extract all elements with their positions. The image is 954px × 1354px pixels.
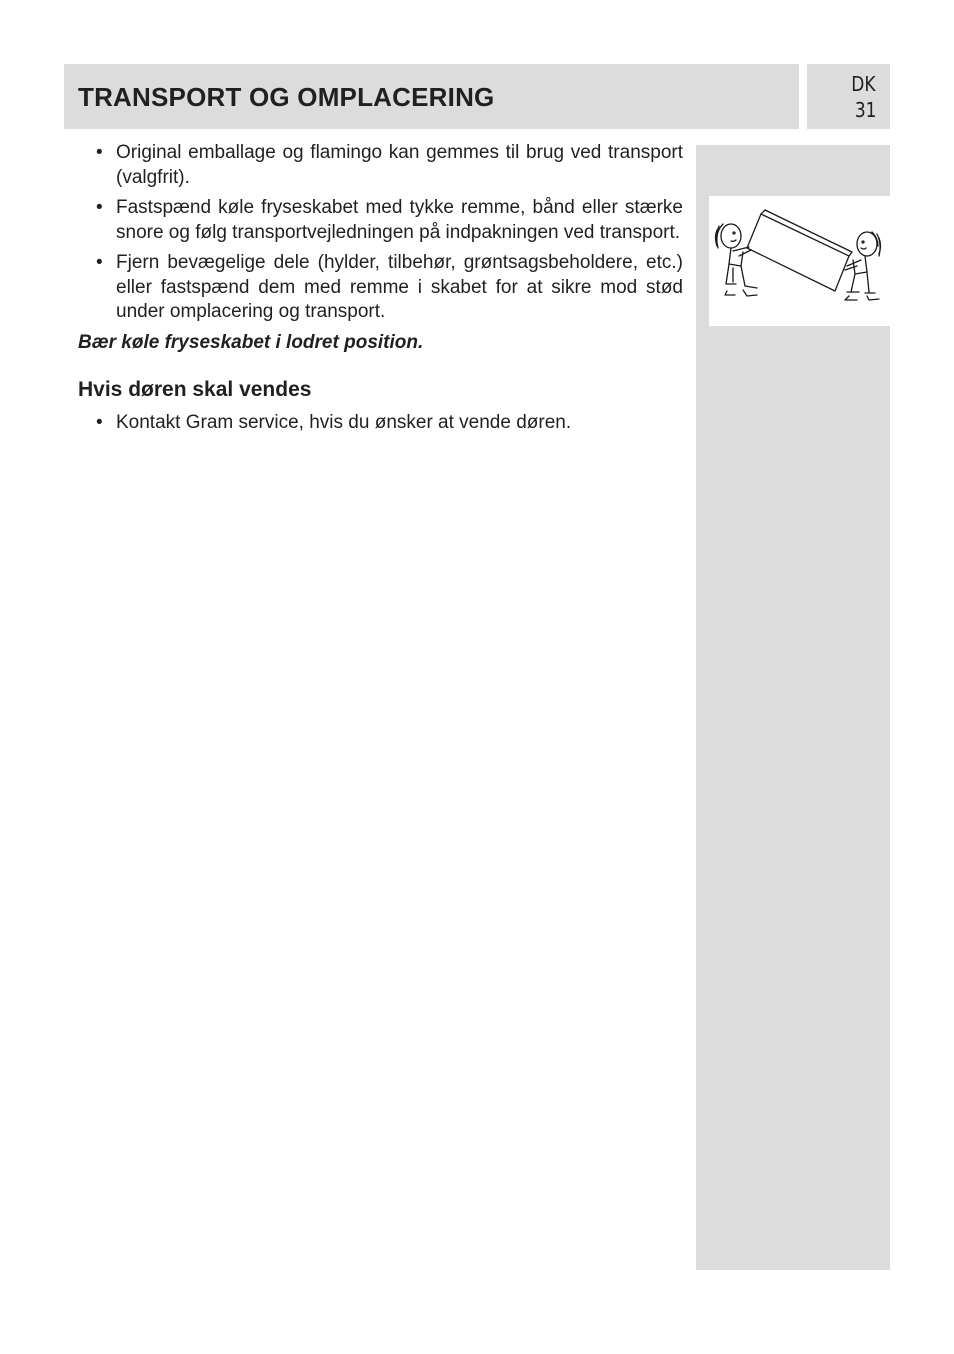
section-heading: Hvis døren skal vendes — [78, 377, 312, 401]
language-code: DK — [851, 72, 876, 96]
list-item-text: Fjern bevægelige dele (hylder, tilbehør, grøntsagsbeholdere, etc.) eller fastspænd dem med remme i skabet for at sikre mod stød under omplacering og transport. — [116, 252, 683, 322]
illustration-panel — [709, 196, 890, 326]
list-item — [78, 251, 683, 325]
list-item-text: Fastspænd køle fryseskabet med tykke remme, bånd eller stærke snore og følg transportvejledningen på indpakningen ved transport. — [116, 197, 683, 243]
bullet-icon: • — [96, 411, 103, 433]
door-bullet-list — [78, 411, 683, 436]
page-title: TRANSPORT OG OMPLACERING — [78, 82, 495, 112]
page-tab — [807, 64, 890, 129]
list-item-text: Kontakt Gram service, hvis du ønsker at vende døren. — [116, 411, 572, 433]
upright-note: Bær køle fryseskabet i lodret position. — [78, 331, 424, 353]
list-item-text: Original emballage og flamingo kan gemmes til brug ved transport (valgfrit). — [116, 142, 683, 188]
page-number: 31 — [854, 98, 876, 122]
bullet-icon: • — [96, 197, 103, 218]
bullet-icon: • — [96, 252, 103, 273]
transport-bullet-list — [78, 141, 683, 325]
list-item — [78, 196, 683, 245]
bullet-icon: • — [96, 142, 103, 163]
list-item — [78, 411, 683, 436]
list-item — [78, 141, 683, 190]
content-column — [78, 141, 683, 441]
two-people-carrying-fridge-illustration — [709, 196, 890, 326]
header-bar — [64, 64, 799, 129]
